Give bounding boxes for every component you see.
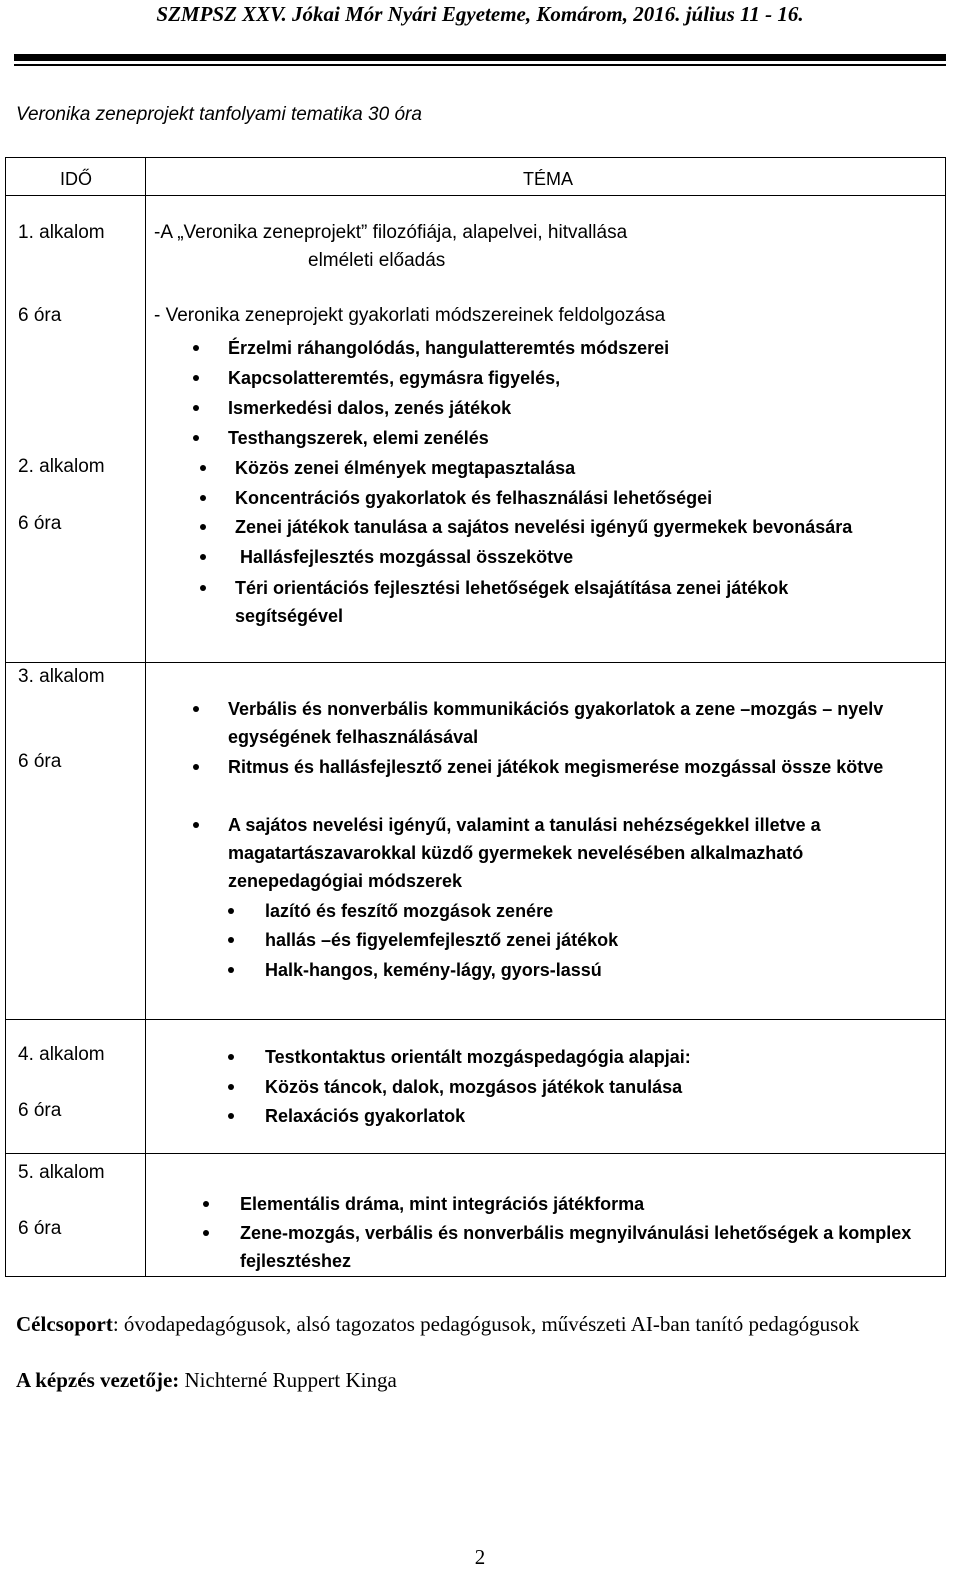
list-item: [235, 454, 925, 482]
list-item-text: hallás –és figyelemfejlesztő zenei játékok: [265, 930, 619, 950]
target-group-label: Célcsoport: [16, 1312, 113, 1336]
session-label: 4. alkalom: [18, 1044, 105, 1065]
list-item-text: Testhangszerek, elemi zenélés: [228, 428, 489, 448]
row-divider-2-3: [5, 662, 946, 663]
list-item-text: Érzelmi ráhangolódás, hangulatteremtés módszerei: [228, 338, 670, 358]
list-item-text: Közös zenei élmények megtapasztalása: [235, 458, 576, 478]
list-item-text: Hallásfejlesztés mozgással összekötve: [240, 547, 574, 567]
bullet-icon: [228, 1054, 234, 1060]
list-item-text: Halk-hangos, kemény-lágy, gyors-lassú: [265, 960, 602, 980]
target-group-paragraph: [16, 1310, 942, 1338]
row-divider-3-4: [5, 1019, 946, 1020]
list-item-text: Koncentrációs gyakorlatok és felhasználási lehetőségei: [235, 488, 713, 508]
list-item-text: Kapcsolatteremtés, egymásra figyelés,: [228, 368, 561, 388]
bullet-icon: [228, 967, 234, 973]
column-header-topic: TÉMA: [523, 169, 574, 189]
bullet-icon: [200, 585, 206, 591]
list-item-text: Testkontaktus orientált mozgáspedagógia alapjai:: [265, 1047, 691, 1067]
list-item: [228, 811, 918, 895]
list-item: [265, 1073, 865, 1101]
list-item: [240, 1219, 920, 1275]
list-item: [228, 695, 918, 751]
bullet-icon: [200, 524, 206, 530]
bullet-icon: [200, 465, 206, 471]
session-hours: 6 óra: [18, 1218, 62, 1239]
target-group-text: : óvodapedagógusok, alsó tagozatos pedagógusok, művészeti AI-ban tanító pedagógusok: [112, 1312, 860, 1336]
column-divider: [145, 157, 146, 1277]
sub-list-item: [265, 956, 865, 984]
session-hours: 6 óra: [18, 305, 62, 326]
leader-paragraph: [16, 1366, 942, 1394]
bullet-icon: [193, 345, 199, 351]
page-number: 2: [474, 1545, 486, 1569]
list-item-text: Zene-mozgás, verbális és nonverbális megnyilvánulási lehetőségek a komplex fejlesztéshez: [240, 1223, 912, 1271]
bullet-icon: [193, 822, 199, 828]
sub-list-item: [265, 897, 865, 925]
list-item: [228, 394, 788, 422]
bullet-icon: [193, 764, 199, 770]
header-rule-thick: [14, 54, 946, 61]
session-hours: 6 óra: [18, 1100, 62, 1121]
session-label: 5. alkalom: [18, 1162, 105, 1183]
column-header-time: IDŐ: [60, 169, 93, 189]
list-item: [228, 364, 788, 392]
leader-name: Nichterné Ruppert Kinga: [179, 1368, 397, 1392]
bullet-icon: [200, 495, 206, 501]
session-hours: 6 óra: [18, 751, 62, 772]
list-item-text: Verbális és nonverbális kommunikációs gyakorlatok a zene –mozgás – nyelv egységének felhasználásával: [228, 699, 884, 747]
list-item-text: Elementális dráma, mint integrációs játékforma: [240, 1194, 645, 1214]
bullet-icon: [228, 1113, 234, 1119]
intro-line: - Veronika zeneprojekt gyakorlati módszereinek feldolgozása: [154, 305, 666, 326]
list-item-text: Ritmus és hallásfejlesztő zenei játékok megismerése mozgással össze kötve: [228, 757, 884, 777]
bullet-icon: [200, 554, 206, 560]
bullet-icon: [203, 1230, 209, 1236]
list-item-text: Közös táncok, dalok, mozgásos játékok tanulása: [265, 1077, 683, 1097]
bullet-icon: [193, 435, 199, 441]
intro-line: -A „Veronika zeneprojekt” filozófiája, alapelvei, hitvallása: [154, 222, 628, 243]
bullet-icon: [203, 1201, 209, 1207]
header-row-divider: [5, 195, 946, 196]
list-item-text: Zenei játékok tanulása a sajátos nevelési igényű gyermekek bevonására: [235, 517, 853, 537]
bullet-icon: [193, 405, 199, 411]
list-item: [228, 424, 788, 452]
running-header: SZMPSZ XXV. Jókai Mór Nyári Egyeteme, Komárom, 2016. július 11 - 16.: [156, 2, 804, 26]
list-item: [265, 1102, 865, 1130]
list-item: [228, 753, 918, 781]
list-item-text: A sajátos nevelési igényű, valamint a tanulási nehézségekkel illetve a magatartászavarokkal küzdő gyermekek nevelésében alkalmazható zenepedagógiai módszerek: [228, 815, 821, 891]
table-border-right: [945, 157, 946, 1277]
list-item-text: lazító és feszítő mozgások zenére: [265, 901, 554, 921]
list-item-text: Relaxációs gyakorlatok: [265, 1106, 466, 1126]
list-item-text: Téri orientációs fejlesztési lehetőségek elsajátítása zenei játékok segítségével: [235, 578, 789, 626]
leader-label: A képzés vezetője:: [16, 1368, 180, 1392]
session-label: 3. alkalom: [18, 666, 105, 687]
session-label: 2. alkalom: [18, 456, 105, 477]
header-rule-thin: [14, 64, 946, 66]
document-title: Veronika zeneprojekt tanfolyami tematika 30 óra: [16, 104, 422, 125]
list-item: [235, 484, 925, 512]
bullet-icon: [228, 1084, 234, 1090]
bullet-icon: [193, 375, 199, 381]
session-label: 1. alkalom: [18, 222, 105, 243]
list-item: [240, 543, 930, 571]
session-hours: 6 óra: [18, 513, 62, 534]
list-item: [235, 513, 935, 541]
table-border-left: [5, 157, 6, 1277]
list-item: [235, 574, 875, 630]
bullet-icon: [193, 706, 199, 712]
list-item: [228, 334, 788, 362]
sub-list-item: [265, 926, 865, 954]
row-divider-4-5: [5, 1153, 946, 1154]
intro-line: elméleti előadás: [308, 250, 446, 271]
table-border-top: [5, 157, 946, 158]
list-item: [240, 1190, 920, 1218]
table-border-bottom: [5, 1276, 946, 1277]
list-item: [265, 1043, 865, 1071]
bullet-icon: [228, 908, 234, 914]
bullet-icon: [228, 937, 234, 943]
list-item-text: Ismerkedési dalos, zenés játékok: [228, 398, 512, 418]
